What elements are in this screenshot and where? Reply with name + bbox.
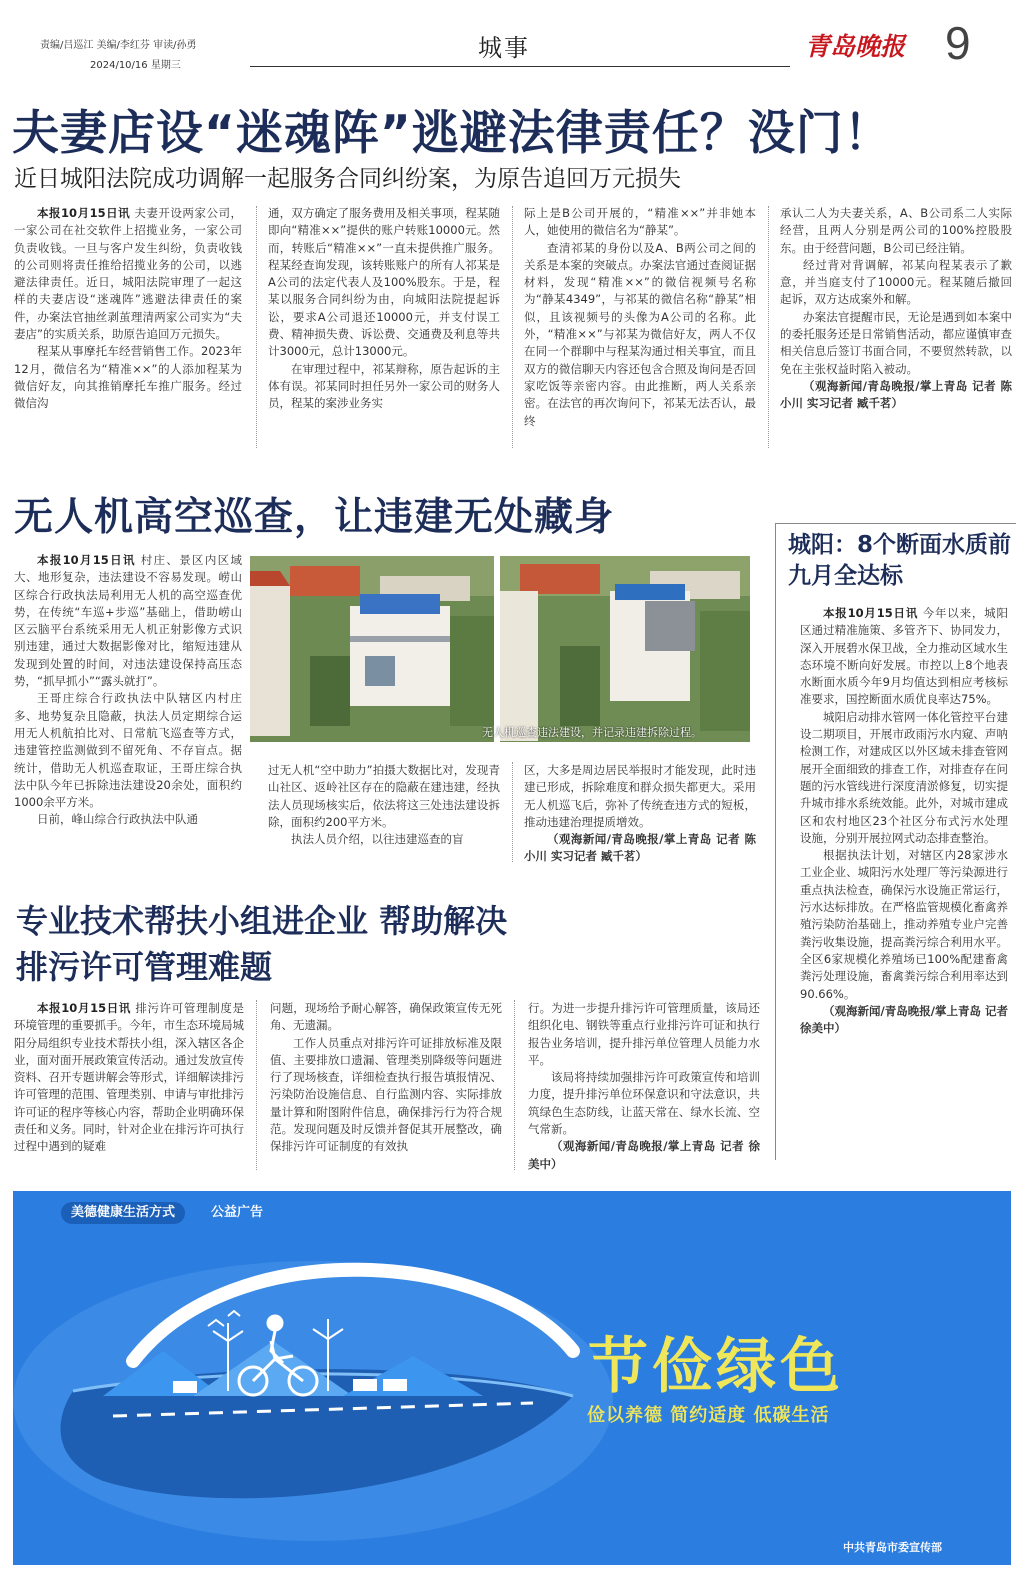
story4-text-1: 今年以来，城阳区通过精准施策、多管齐下、协同发力，深入开展碧水保卫战，全力推动区域水生态环境不断向好发展。市控以上8个地表水断面水质今年9月均值达到相应考核标准要求，国控断面水质优良率达75%。 [800,606,1008,707]
story1-text-4b: 经过背对背调解，祁某向程某表示了歉意，并当庭支付了10000元。程某随后撤回起诉，双方达成案外和解。 [780,257,1012,307]
story1-byline: （观海新闻/青岛晚报/掌上青岛 记者 陈小川 实习记者 臧千茗） [780,378,1012,411]
story2-dateline: 本报10月15日讯 [37,553,136,567]
drone-photo-before-image [250,556,494,742]
column-divider [256,1000,257,1170]
story2-column-3 [524,762,756,866]
column-divider [512,762,513,862]
ad-sponsor: 中共青岛市委宣传部 [843,1541,942,1554]
section-title: 城事 [478,34,530,62]
ad-title: 节俭绿色 [588,1332,844,1402]
masthead [0,0,1024,80]
header-rule [250,66,790,67]
column-divider [256,206,257,448]
story4-byline: （观海新闻/青岛晚报/掌上青岛 记者 徐美中） [800,1003,1008,1036]
story3-text-2b: 工作人员重点对排污许可证排放标准及限值、主要排放口遗漏、管理类别降级等问题进行了现场核查，详细检查执行报告填报情况、污染防治设施信息、自行监测内容、实际排放量计算和附图附件信息，确保排污行为符合规范。发现问题及时反馈并督促其开展整改，确保排污许可证制度的有效执 [270,1035,502,1154]
story2-text-3: 区，大多是周边居民举报时才能发现，此时违建已形成，拆除难度和群众损失都更大。采用无人机巡飞后，弥补了传统查违方式的短板，推动违建治理提质增效。 [524,763,756,829]
story2-headline: 无人机高空巡查，让违建无处藏身 [14,495,615,540]
story2-text-1b: 王哥庄综合行政执法中队辖区内村庄多、地势复杂且隐蔽，执法人员定期综合运用无人机航拍比对、日常航飞巡查等方式，违建管控监测做到不留死角、不存盲点。据统计，借助无人机巡查取证，王哥庄综合执法中队今年已拆除违法建设20余处，面积约1000余平方米。 [14,691,242,810]
ad-tag-label: 公益广告 [211,1205,264,1220]
story2-text-2b: 执法人员介绍，以往违建巡查的盲 [291,832,464,847]
public-service-ad [13,1191,1011,1565]
column-divider [512,206,513,448]
story3-text-3: 行。为进一步提升排污许可管理质量，该局还组织化电、钢铁等重点行业排污许可证和执行报告业务培训，提升排污单位管理人员能力水平。 [528,1001,760,1067]
story1-text-4: 承认二人为夫妻关系，A、B公司系二人实际经营，且两人分别是两公司的100%控股股东。由于经营问题，B公司已经注销。 [780,206,1012,255]
story1-headline: 夫妻店设“迷魂阵”逃避法律责任？没门！ [12,106,892,161]
publication-date: 2024/10/16 星期三 [90,60,181,71]
story1-text-2: 通，双方确定了服务费用及相关事项，程某随即向“精准××”提供的账户转账10000元。然而，转账后“精准××”一直未提供推广服务。程某经查询发现，该转账账户的所有人祁某是A公司的法定代表人及100%股东。于是，程某以服务合同纠纷为由，向城阳法院提起诉讼，要求A公司退还10000元，并支付误工费、精神损失费、诉讼费、交通费及利息等共计3000元，总计13000元。 [268,206,500,359]
story2-text-2: 过无人机“空中助力”拍摄大数据比对，发现青山社区、返岭社区存在的隐蔽在建违建，经执法人员现场核实后，依法将这三处违法建设拆除，面积约200平方米。 [268,763,500,829]
editor-credits: 责编/吕巡江 美编/李红芬 审读/孙勇 [40,40,197,51]
drone-photo-after [500,556,750,742]
newspaper-logo: 青岛晚报 [805,32,906,61]
photo-caption: 无人机巡查违法建设，并记录违建拆除过程。 [482,726,702,739]
story4-dateline: 本报10月15日讯 [823,606,919,620]
story1-text-4c: 办案法官提醒市民，无论是遇到如本案中的委托服务还是日常销售活动，都应谨慎审查相关信息后签订书面合同，不要贸然转款，以免在主张权益时陷入被动。 [780,309,1012,376]
story4-column [800,605,1008,1157]
story1-column-2 [268,205,500,450]
story1-column-3 [524,205,756,450]
story1-subheadline: 近日城阳法院成功调解一起服务合同纠纷案，为原告追回万元损失 [14,166,681,192]
story1-text-1: 夫妻开设两家公司，一家公司在社交软件上招揽业务，一家公司负责收钱。一旦与客户发生纠纷，负责收钱的公司则将责任推给招揽业务的公司，以逃避法律责任。近日，城阳法院审理了一起这样的夫妻店设“迷魂阵”逃避法律责任的案件，办案法官抽丝剥茧理清两家公司实为“夫妻店”的实质关系，助原告追回万元损失。 [14,206,242,342]
story3-column-2 [270,1000,502,1175]
story3-text-2: 问题，现场给予耐心解答，确保政策宣传无死角、无遗漏。 [270,1001,502,1033]
story1-text-3b: 查清祁某的身份以及A、B两公司之间的关系是本案的突破点。办案法官通过查阅证据材料，发现“精准××”的微信视频号名称为“静某4349”，与祁某的微信名称“静某”相似，且该视频号的头像为A公司的名称。此外，“精准××”与祁某为微信好友，两人不仅在同一个群聊中与程某沟通过相关事宜，而且双方的微信聊天内容还包含合照及询问是否回家吃饭等亲密内容。由此推断，两人关系亲密。在法官的再次询问下，祁某无法否认，最终 [524,240,756,428]
drone-photo-before [250,556,494,742]
story4-text-3: 根据执法计划，对辖区内28家涉水工业企业、城阳污水处理厂等污染源进行重点执法检查，确保污水设施正常运行，污水达标排放。在严格监管规模化畜禽养殖污染防治基础上，推动养殖专业户完善粪污收集设施，提高粪污综合利用水平。全区6家规模化养殖场已100%配建畜禽粪污处理设施，畜禽粪污综合利用率达到90.66%。 [800,848,1008,1001]
story3-text-1: 排污许可管理制度是环境管理的重要抓手。今年，市生态环境局城阳分局组织专业技术帮扶小组，深入辖区各企业，面对面开展政策宣传活动。通过发放宣传资料、召开专题讲解会等形式，详细解读排污许可管理的范围、管理类别、申请与审批排污许可证的程序等核心内容，帮助企业明确环保责任和义务。同时，针对企业在排污许可执行过程中遇到的疑难 [14,1001,244,1154]
story3-text-3b: 该局将持续加强排污许可政策宣传和培训力度，提升排污单位环保意识和守法意识，共筑绿色生态防线，让蓝天常在、绿水长流、空气常新。 [528,1070,760,1137]
story3-byline: （观海新闻/青岛晚报/掌上青岛 记者 徐美中） [528,1139,760,1171]
story3-headline: 专业技术帮扶小组进企业 帮助解决排污许可管理难题 [16,902,508,986]
story2-column-1 [14,552,242,862]
ad-illustration [13,1191,1011,1565]
story1-text-2b: 在审理过程中，祁某辩称，原告起诉的主体有误。祁某同时担任另外一家公司的财务人员，程某的案涉业务实 [268,361,500,411]
page-number: 9 [945,17,971,69]
story1-column-1 [14,205,242,450]
ad-slogan: 俭以养德 简约适度 低碳生活 [587,1405,830,1426]
story2-column-2 [268,762,500,866]
story3-dateline: 本报10月15日讯 [37,1001,132,1015]
story4-text-2: 城阳启动排水管网一体化管控平台建设二期项目，开展市政雨污水内窥、声呐检测工作，对建成区以外区域未排查管网展开全面细致的排查工作，对排查存在问题的污水管线进行深度清淤修复，切实提升城市排水系统效能。此外，对城市建成区和农村地区23个社区分布式污水处理设施，分别开展拉网式动态排查整治。 [800,709,1008,845]
story1-column-4 [780,205,1012,450]
story1-dateline: 本报10月15日讯 [37,206,131,220]
story4-headline: 城阳：8个断面水质前九月全达标 [788,532,1012,589]
ad-tag: 美德健康生活方式 [61,1202,185,1224]
story2-byline: （观海新闻/青岛晚报/掌上青岛 记者 陈小川 实习记者 臧千茗） [524,832,756,864]
story2-text-1c: 日前，峰山综合行政执法中队通 [37,812,198,827]
story3-column-3 [528,1000,760,1175]
story2-text-1: 村庄、景区内区域大、地形复杂，违法建设不容易发现。崂山区综合行政执法局利用无人机的高空巡查优势，在传统“车巡+步巡”基础上，借助崂山区云脑平台系统采用无人机正射影像方式识别违建，通过大数据影像对比，缩短违建从发现到处置的时间，对违法建设保持高压态势，“抓早抓小”“露头就打”。 [14,553,242,689]
story1-text-3: 际上是B公司开展的，“精准××”并非她本人，她使用的微信名为“静某”。 [524,206,756,238]
column-divider [514,1000,515,1170]
story3-column-1 [14,1000,244,1175]
column-divider [768,206,769,448]
drone-photo-after-image [500,556,750,742]
story1-text-1b: 程某从事摩托车经营销售工作。2023年12月，微信名为“精准××”的人添加程某为微信好友，向其推销摩托车推广服务。经过微信沟 [14,344,242,411]
